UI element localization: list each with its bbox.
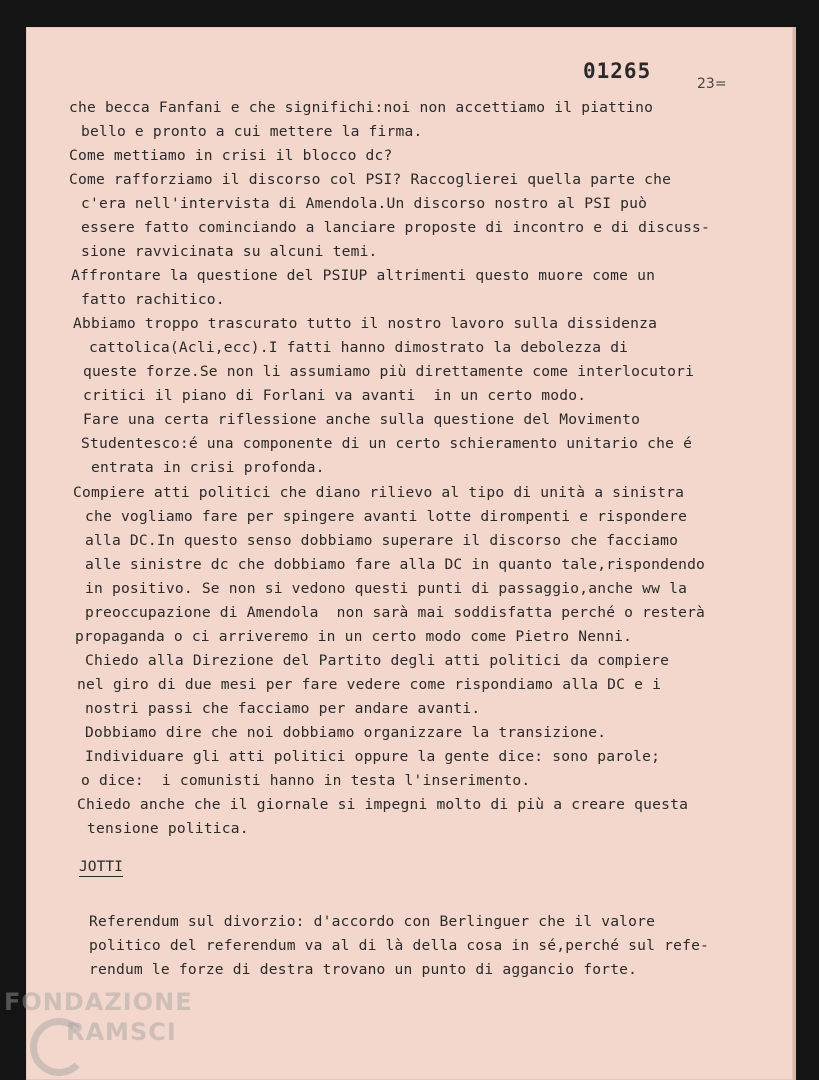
text-line: Dobbiamo dire che noi dobbiamo organizzare la transizione.: [85, 724, 607, 741]
text-line: Come rafforziamo il discorso col PSI? Raccoglierei quella parte che: [69, 171, 672, 188]
text-line: sione ravvicinata su alcuni temi.: [81, 243, 378, 260]
page-number: 23=: [697, 76, 727, 92]
text-line: Abbiamo troppo trascurato tutto il nostro lavoro sulla dissidenza: [73, 315, 658, 332]
text-line: tensione politica.: [87, 820, 249, 837]
text-line: in positivo. Se non si vedono questi punti di passaggio,anche ww la: [85, 580, 688, 597]
text-line: che becca Fanfani e che significhi:noi non accettiamo il piattino: [69, 99, 654, 116]
text-line: nel giro di due mesi per fare vedere come rispondiamo alla DC e i: [77, 676, 662, 693]
text-line: c'era nell'intervista di Amendola.Un discorso nostro al PSI può: [81, 195, 648, 212]
text-line: cattolica(Acli,ecc).I fatti hanno dimostrato la debolezza di: [89, 339, 629, 356]
text-line: Individuare gli atti politici oppure la gente dice: sono parole;: [85, 748, 661, 765]
text-line: queste forze.Se non li assumiamo più direttamente come interlocutori: [83, 363, 695, 380]
text-line: Affrontare la questione del PSIUP altrimenti questo muore come un: [71, 267, 656, 284]
watermark-line-2: RAMSCI: [66, 1018, 177, 1046]
archive-number: 01265: [583, 59, 652, 83]
text-line: Chiedo alla Direzione del Partito degli atti politici da compiere: [85, 652, 670, 669]
text-line: essere fatto cominciando a lanciare proposte di incontro e di discuss-: [81, 219, 711, 236]
text-line: o dice: i comunisti hanno in testa l'inserimento.: [81, 772, 531, 789]
text-line: bello e pronto a cui mettere la firma.: [81, 123, 423, 140]
text-line: Chiedo anche che il giornale si impegni molto di più a creare questa: [77, 796, 689, 813]
text-line: alle sinistre dc che dobbiamo fare alla DC in quanto tale,rispondendo: [85, 556, 706, 573]
watermark-line-1: FONDAZIONE: [4, 988, 193, 1016]
text-line: Come mettiamo in crisi il blocco dc?: [69, 147, 393, 164]
text-line: entrata in crisi profonda.: [91, 459, 325, 476]
text-line: Fare una certa riflessione anche sulla questione del Movimento: [83, 411, 641, 428]
watermark-g-arc: [30, 1018, 88, 1076]
text-line: Studentesco:é una componente di un certo schieramento unitario che é: [81, 435, 693, 452]
text-line: che vogliamo fare per spingere avanti lotte dirompenti e rispondere: [85, 508, 688, 525]
text-line: preoccupazione di Amendola non sarà mai soddisfatta perché o resterà: [85, 604, 706, 621]
text-line: Compiere atti politici che diano rilievo al tipo di unità a sinistra: [73, 484, 685, 501]
speaker-text-line: rendum le forze di destra trovano un punto di aggancio forte.: [89, 961, 638, 978]
speaker-text-line: politico del referendum va al di là della cosa in sé,perché sul refe-: [89, 937, 710, 954]
text-line: alla DC.In questo senso dobbiamo superare il discorso che facciamo: [85, 532, 679, 549]
speaker-text-line: Referendum sul divorzio: d'accordo con Berlinguer che il valore: [89, 913, 656, 930]
text-line: propaganda o ci arriveremo in un certo modo come Pietro Nenni.: [75, 628, 633, 645]
text-line: critici il piano di Forlani va avanti in un certo modo.: [83, 387, 587, 404]
speaker-heading: JOTTI: [79, 858, 123, 875]
page-edge: [793, 27, 796, 1080]
text-line: fatto rachitico.: [81, 291, 225, 308]
text-line: nostri passi che facciamo per andare avanti.: [85, 700, 481, 717]
